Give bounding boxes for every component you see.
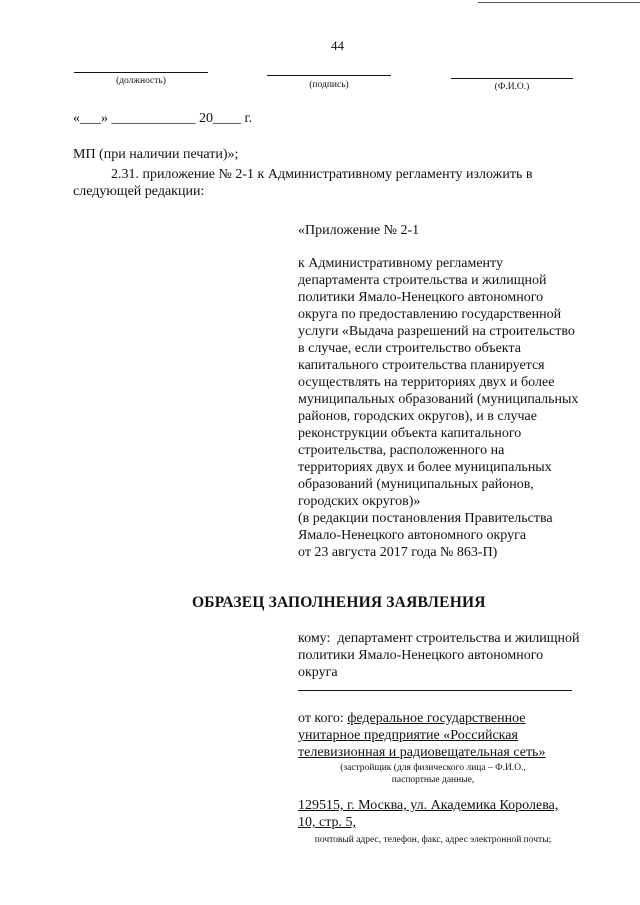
date-open-quote: « [73,111,80,126]
to-underline [298,690,572,691]
position-caption: (должность) [116,76,166,86]
from-value-1: федеральное государственное [347,711,526,726]
full-name-line [451,78,573,79]
from-value-3: телевизионная и радиовещательная сеть» [298,745,546,760]
form-sample-heading: ОБРАЗЕЦ ЗАПОЛНЕНИЯ ЗАЯВЛЕНИЯ [192,594,486,611]
signature-line [267,75,391,76]
to-block: кому: департамент строительства и жилищной политики Ямало-Ненецкого автономного округа [298,631,580,680]
date-year-blank: ____ [213,111,241,126]
address-line-2: 10, стр. 5, [298,815,357,830]
full-name-caption: (Ф.И.О.) [494,82,530,92]
from-label: от кого: [298,711,348,726]
address-caption: почтовый адрес, телефон, факс, адрес электронной почты; [314,835,552,845]
appendix-body: к Административному регламенту департамента строительства и жилищной политики Ямало-Ненецкого автономного округа по предоставлению государственной услуги «Выдача разрешений на строительство в случае, если строительство объекта капитального строительства планируется осуществлять на территориях двух и более муниципальных образований (муниципальных районов, городских округов), и в случае реконструкции объекта капитального строительства, расположенного на территориях двух и более муниципальных образований (муниципальных районов, городских округов)» (в редакции постановления Правительства Ямало-Ненецкого автономного округа от 23 августа 2017 года № 863-П) [298,256,579,560]
page-number: 44 [331,38,344,53]
position-line [74,72,208,73]
date-year-suffix: г. [244,111,253,126]
date-close-quote: » [101,111,108,126]
appendix-title: «Приложение № 2-1 [298,223,420,238]
from-caption: (застройщик (для физического лица – Ф.И.О., паспортные данные, [340,763,526,785]
date-day-blank: ___ [80,111,101,126]
signature-caption: (подпись) [309,80,349,90]
from-value-2: унитарное предприятие «Российская [298,728,518,743]
date-year-prefix: 20 [199,111,213,126]
from-line-1 [298,710,526,727]
date-line [73,110,252,127]
seal-line: МП (при наличии печати)»; [73,147,239,162]
date-month-blank: ____________ [111,111,196,126]
amendment-line-1: 2.31. приложение № 2-1 к Административному регламенту изложить в [111,167,533,182]
amendment-line-2: следующей редакции: [73,184,205,199]
top-edge-rule [478,2,640,3]
address-line-1: 129515, г. Москва, ул. Академика Королева, [298,798,559,813]
